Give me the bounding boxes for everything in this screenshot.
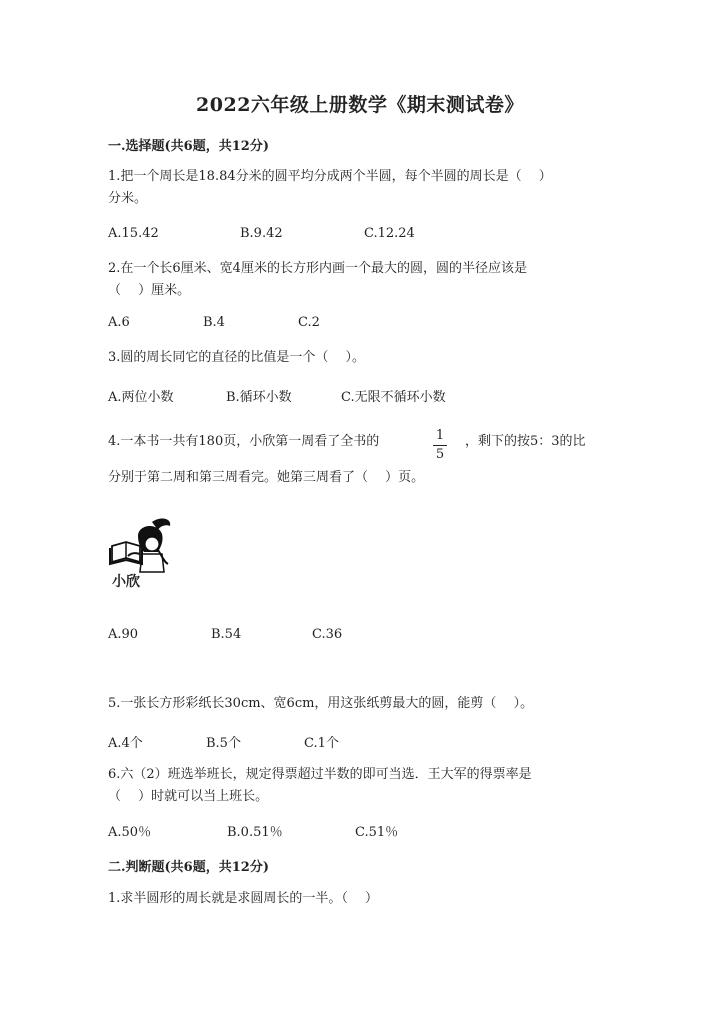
question-5-option-a: A.4个 — [108, 736, 143, 751]
question-6-option-a: A.50％ — [108, 825, 152, 840]
page-title: 2022六年级上册数学《期末测试卷》 — [196, 94, 524, 116]
question-2-line-2: （ ）厘米。 — [108, 283, 191, 298]
question-3-option-a: A.两位小数 — [108, 390, 174, 405]
question-2-option-a: A.6 — [108, 315, 130, 330]
question-2-option-c: C.2 — [298, 315, 320, 330]
judgement-1-line-1: 1.求半圆形的周长就是求圆周长的一半。（ ） — [108, 891, 379, 906]
section-heading-judgement: 二.判断题(共6题，共12分) — [108, 860, 269, 875]
fraction-denominator: 5 — [435, 447, 445, 462]
question-1-option-b: B.9.42 — [240, 226, 283, 241]
question-3-option-b: B.循环小数 — [226, 390, 292, 405]
fraction-bar — [433, 445, 447, 446]
question-1-option-c: C.12.24 — [364, 226, 415, 241]
question-3-line-1: 3.圆的周长同它的直径的比值是一个（ ）。 — [108, 350, 366, 365]
fraction-one-fifth — [433, 428, 447, 463]
question-4-option-a: A.90 — [108, 627, 139, 642]
question-1-option-a: A.15.42 — [108, 226, 159, 241]
question-4-option-b: B.54 — [211, 627, 242, 642]
question-6-option-b: B.0.51％ — [227, 825, 283, 840]
question-1-line-2: 分米。 — [108, 191, 148, 206]
section-heading-choice: 一.选择题(共6题，共12分) — [108, 139, 269, 154]
question-5-option-c: C.1个 — [304, 736, 339, 751]
question-5-line-1: 5.一张长方形彩纸长30cm、宽6cm，用这张纸剪最大的圆，能剪（ ）。 — [108, 696, 534, 711]
question-4-line-1b: ，剩下的按5：3的比 — [465, 434, 586, 449]
question-5-option-b: B.5个 — [206, 736, 241, 751]
question-4-line-1a: 4.一本书一共有180页，小欣第一周看了全书的 — [108, 434, 380, 449]
question-2-option-b: B.4 — [203, 315, 225, 330]
fraction-numerator: 1 — [435, 428, 445, 443]
question-3-option-c: C.无限不循环小数 — [341, 390, 446, 405]
question-6-line-2: （ ）时就可以当上班长。 — [108, 789, 269, 804]
question-4-line-2: 分别于第二周和第三周看完。她第三周看了（ ）页。 — [108, 470, 425, 485]
question-6-line-1: 6.六（2）班选举班长，规定得票超过半数的即可当选．王大军的得票率是 — [108, 767, 532, 782]
figure-caption: 小欣 — [112, 574, 140, 590]
question-1-line-1: 1.把一个周长是18.84分米的圆平均分成两个半圆，每个半圆的周长是（ ） — [108, 169, 552, 184]
question-6-option-c: C.51％ — [355, 825, 399, 840]
question-2-line-1: 2.在一个长6厘米、宽4厘米的长方形内画一个最大的圆，圆的半径应该是 — [108, 261, 527, 276]
question-4-option-c: C.36 — [312, 627, 343, 642]
